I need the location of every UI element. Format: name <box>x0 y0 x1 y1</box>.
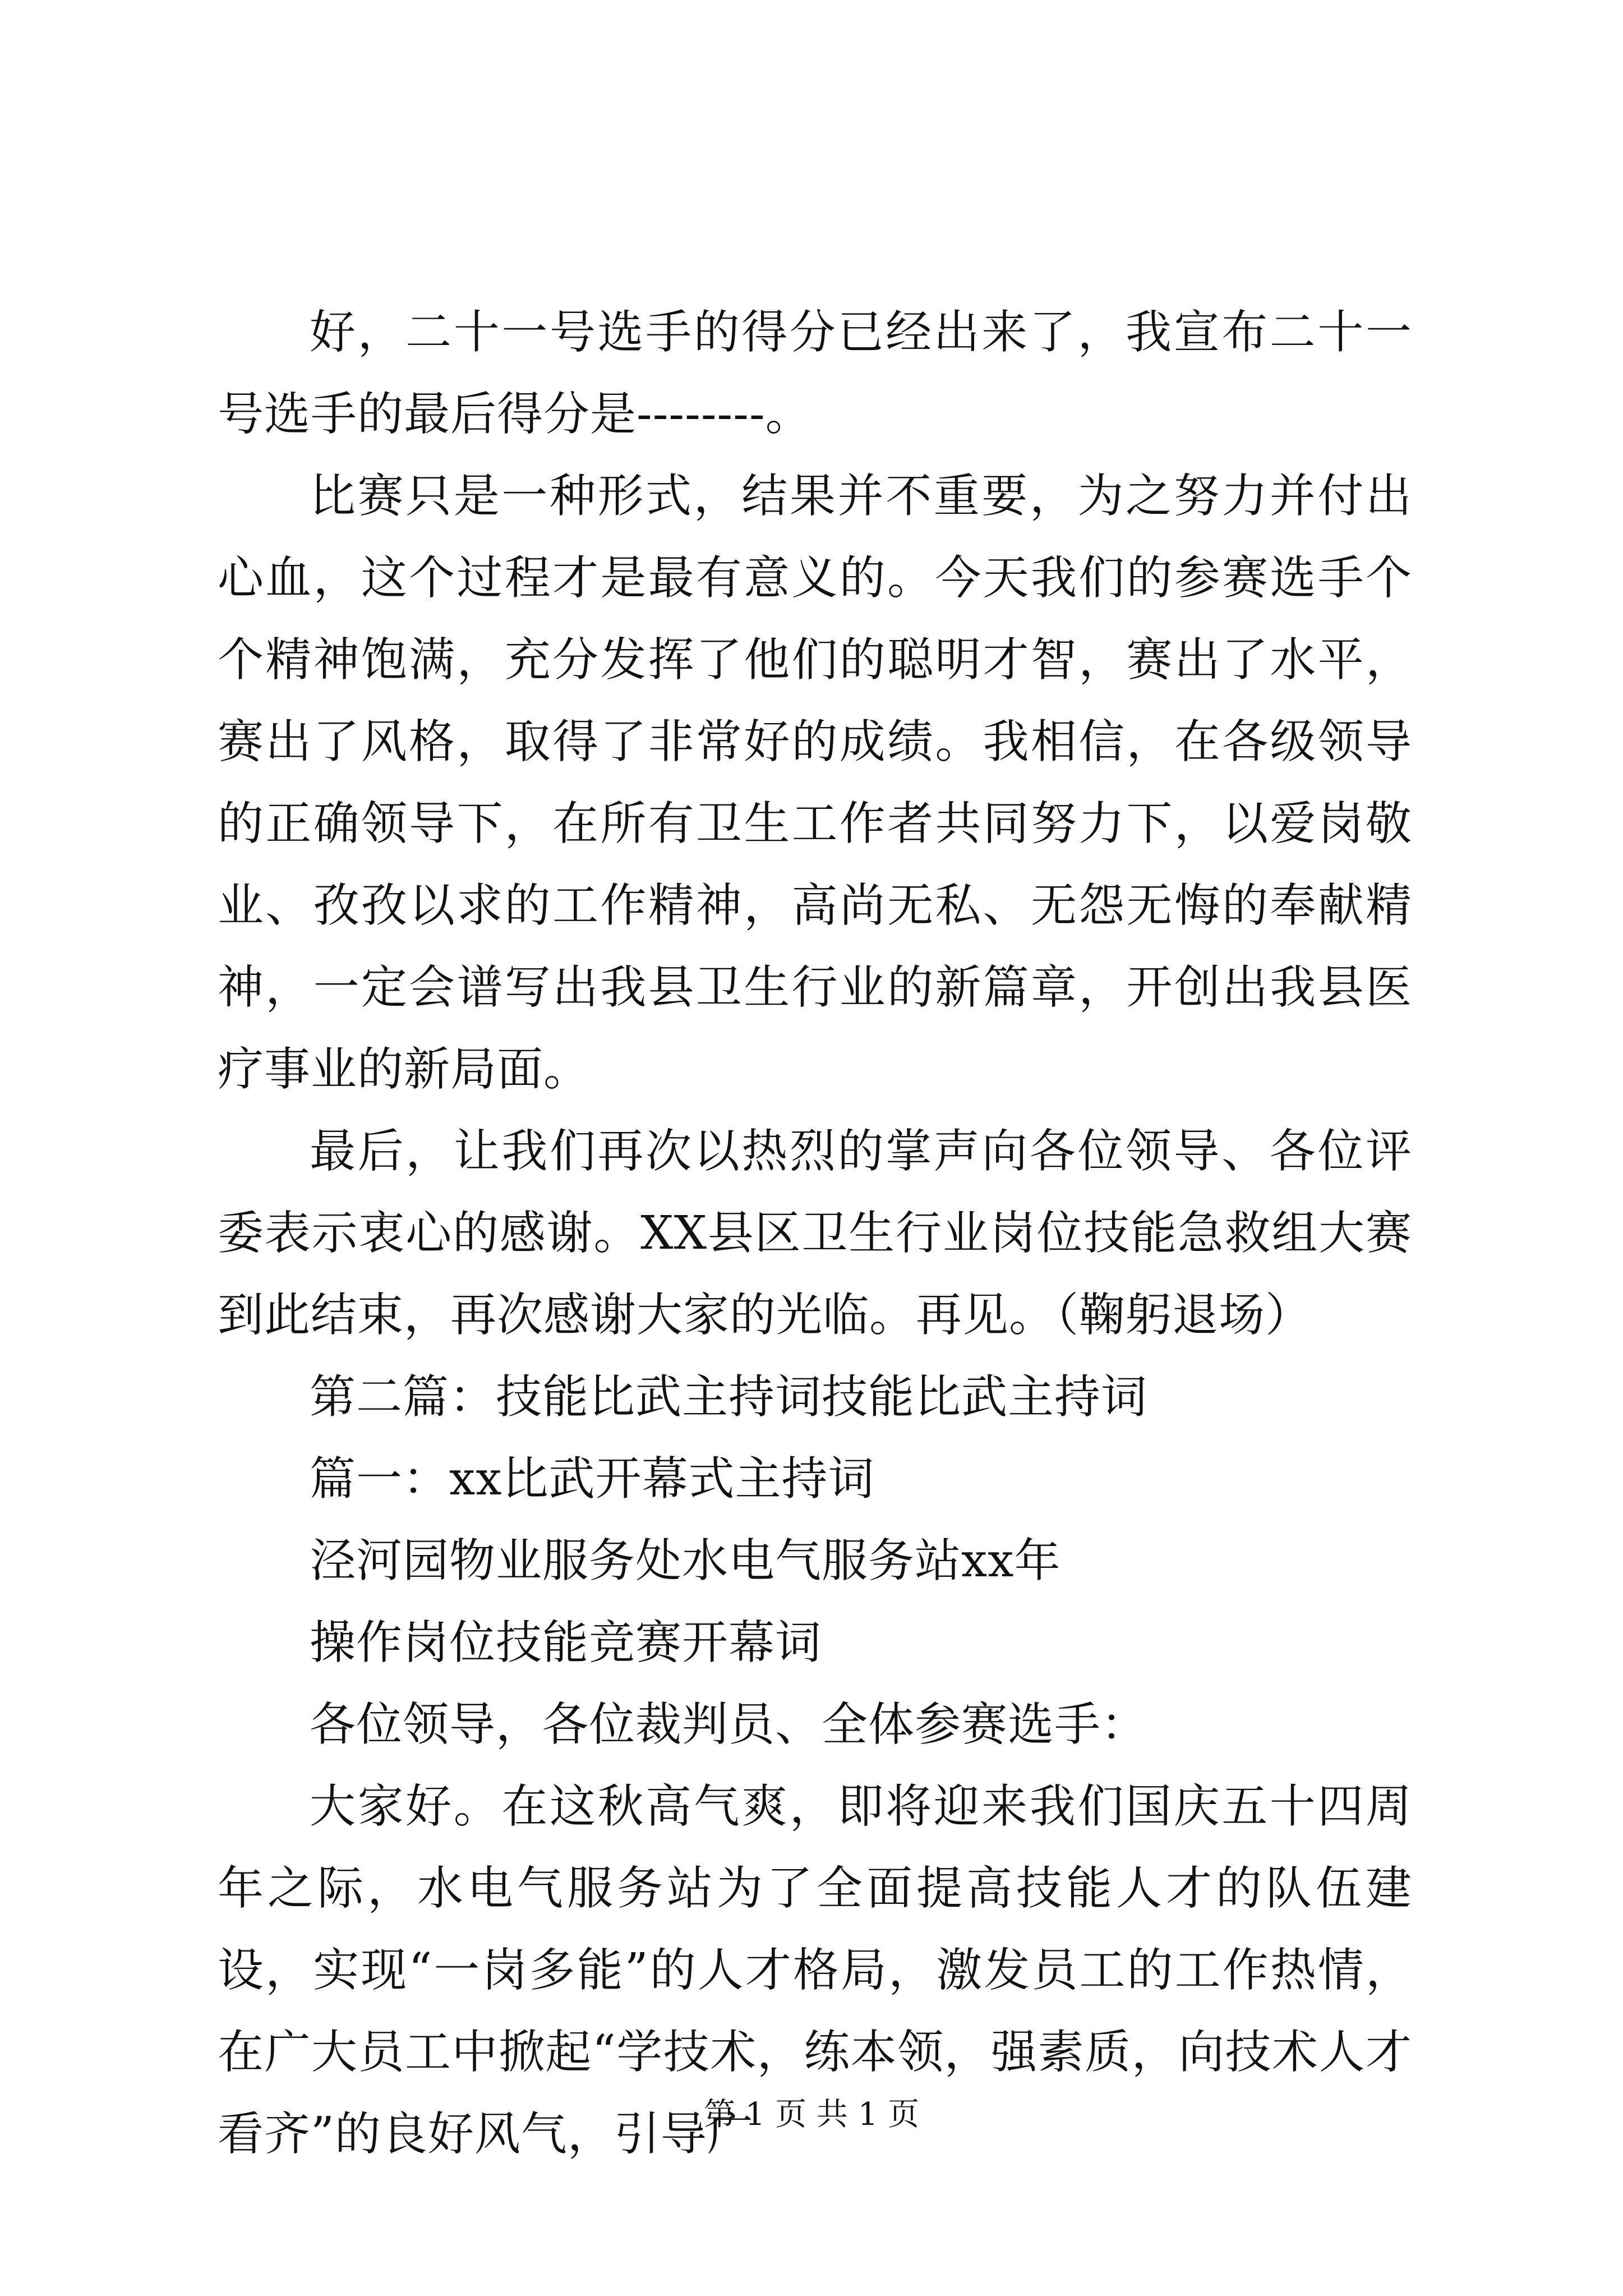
paragraph-competition-summary: 比赛只是一种形式，结果并不重要，为之努力并付出心血，这个过程才是最有意义的。今天我们的参赛选手个个精神饱满，充分发挥了他们的聪明才智，赛出了水平，赛出了风格，取得了非常好的成绩。我相信，在各级领导的正确领导下，在所有卫生工作者共同努力下，以爱岗敬业、孜孜以求的工作精神，高尚无私、无怨无悔的奉献精神，一定会谱写出我县卫生行业的新篇章，开创出我县医疗事业的新局面。 <box>218 470 1412 1096</box>
opening-speech-title: 操作岗位技能竞赛开幕词 <box>310 1616 822 1669</box>
subheading-part-one: 篇一：xx比武开幕式主持词 <box>310 1452 875 1506</box>
salutation-line: 各位领导，各位裁判员、全体参赛选手： <box>310 1698 1148 1751</box>
paragraph-closing-thanks: 最后，让我们再次以热烈的掌声向各位领导、各位评委表示衷心的感谢。XX县区卫生行业岗位技能急救组大赛到此结束，再次感谢大家的光临。再见。（鞠躬退场） <box>218 1125 1412 1342</box>
paragraph-opening-greeting: 大家好。在这秋高气爽，即将迎来我们国庆五十四周年之际，水电气服务站为了全面提高技能人才的队伍建设，实现“一岗多能”的人才格局，激发员工的工作热情，在广大员工中掀起“学技术，练本领，强素质，向技术人才看齐”的良好风气，引导广 <box>218 1780 1412 2161</box>
page-footer: 第 1 页 共 1 页 <box>703 2096 920 2133</box>
section-heading-part-two: 第二篇：技能比武主持词技能比武主持词 <box>310 1370 1148 1424</box>
document-body <box>218 292 1412 2175</box>
paragraph-score-announcement: 好，二十一号选手的得分已经出来了，我宣布二十一号选手的最后得分是--------。 <box>218 306 1412 441</box>
organization-title-line: 泾河园物业服务处水电气服务站xx年 <box>310 1534 1061 1588</box>
